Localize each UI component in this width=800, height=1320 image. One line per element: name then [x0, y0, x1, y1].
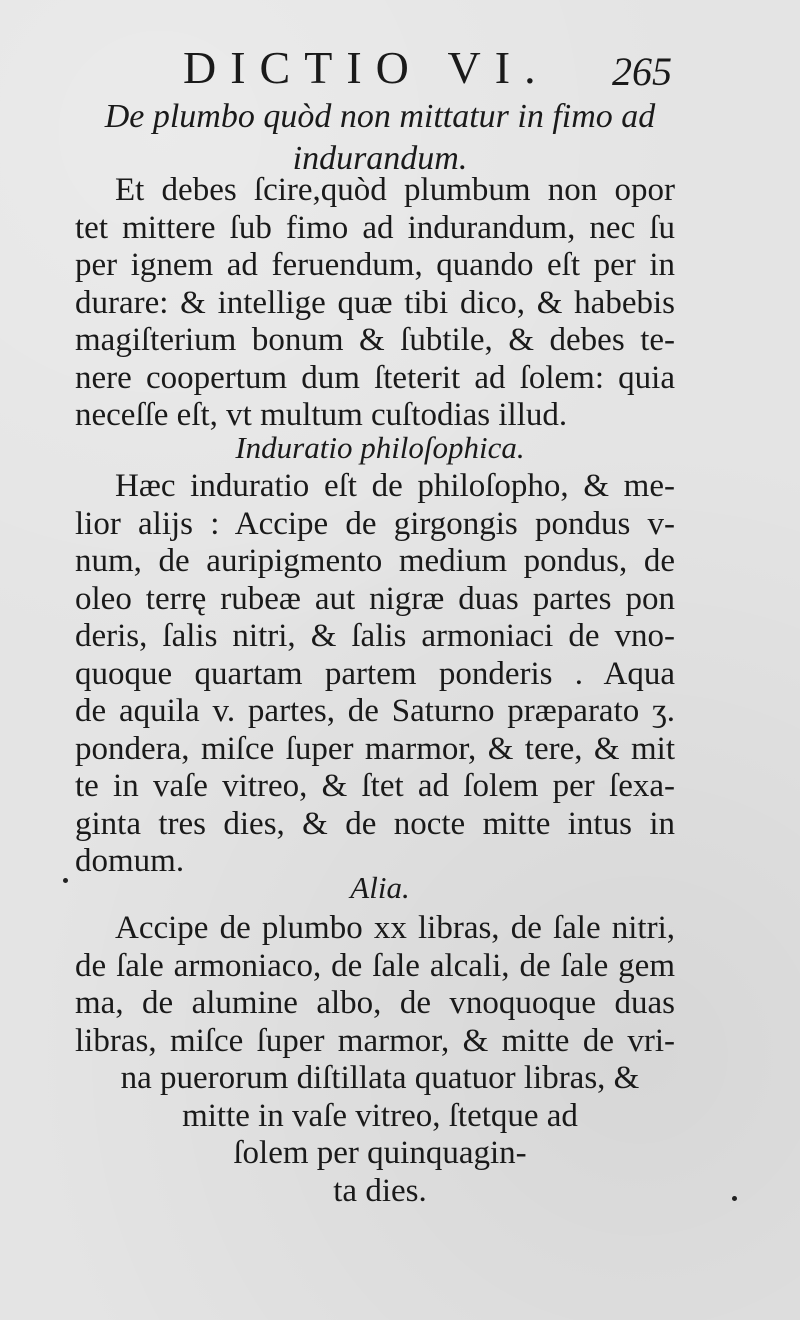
text-line: durare: & intellige quæ tibi dico, & habebis: [75, 284, 675, 321]
page-number: 265: [612, 49, 672, 94]
text-line: oleo terrę rubeæ aut nigræ duas partes pon: [75, 580, 675, 617]
text-line: deris, ſalis nitri, & ſalis armoniaci de vno-: [75, 618, 675, 654]
text-line: ta dies.: [333, 1172, 427, 1209]
text-line: lior alijs : Accipe de girgongis pondus v-: [75, 505, 675, 542]
paragraph-induratio-recipe: [75, 468, 675, 881]
text-line: num, de auripigmento medium pondus, de: [75, 543, 675, 579]
text-line: de ſale armoniaco, de ſale alcali, de ſale gem: [75, 947, 675, 984]
section-heading-lead-not-hardened-in-dung: [80, 96, 680, 180]
section-heading-alia: Alia.: [350, 870, 410, 905]
paragraph-alia-tail: [60, 1060, 700, 1210]
text-line: per ignem ad feruendum, quando eſt per in: [75, 247, 675, 283]
text-line: ſolem per quinquagin-: [233, 1135, 527, 1171]
heading-line: De plumbo quòd non mittatur in fimo ad: [104, 98, 656, 135]
text-line: te in vaſe vitreo, & ſtet ad ſolem per ſexa-: [75, 768, 675, 804]
text-line: ma, de alumine albo, de vnoquoque duas: [75, 985, 675, 1021]
section-heading-induratio-philosophica: Induratio philoſophica.: [235, 430, 525, 465]
ink-speck: [732, 1196, 737, 1201]
text-line: domum.: [75, 843, 185, 879]
text-line: Accipe de plumbo xx libras, de ſale nitri,: [115, 910, 675, 946]
text-line: ginta tres dies, & de nocte mitte intus in: [75, 805, 675, 842]
running-head: [0, 40, 800, 100]
text-line: mitte in vaſe vitreo, ſtetque ad: [182, 1097, 578, 1134]
heading-line: indurandum.: [292, 140, 468, 177]
text-line: nere coopertum dum ſteterit ad ſolem: quia: [75, 359, 675, 396]
text-line: na puerorum diſtillata quatuor libras, &: [120, 1060, 640, 1096]
text-line: Et debes ſcire,quòd plumbum non opor: [115, 172, 675, 208]
text-line: Hæc induratio eſt de philoſopho, & me-: [115, 468, 675, 504]
text-line: tet mittere ſub fimo ad indurandum, nec ſu: [75, 209, 675, 246]
paragraph-lead-instructions: [75, 172, 675, 435]
text-line: quoque quartam partem ponderis . Aqua: [75, 655, 675, 692]
text-line: magiſterium bonum & ſubtile, & debes te-: [75, 322, 675, 358]
text-line: neceſſe eſt, vt multum cuſtodias illud.: [75, 397, 568, 433]
ink-speck: [63, 878, 68, 883]
text-line: de aquila v. partes, de Saturno præparato ʒ.: [75, 693, 675, 729]
text-line: libras, miſce ſuper marmor, & mitte de vri-: [75, 1022, 675, 1059]
paragraph-alia-recipe: [75, 910, 675, 1060]
running-title: DICTIO VI.: [183, 42, 550, 93]
text-line: pondera, miſce ſuper marmor, & tere, & mit: [75, 730, 675, 767]
